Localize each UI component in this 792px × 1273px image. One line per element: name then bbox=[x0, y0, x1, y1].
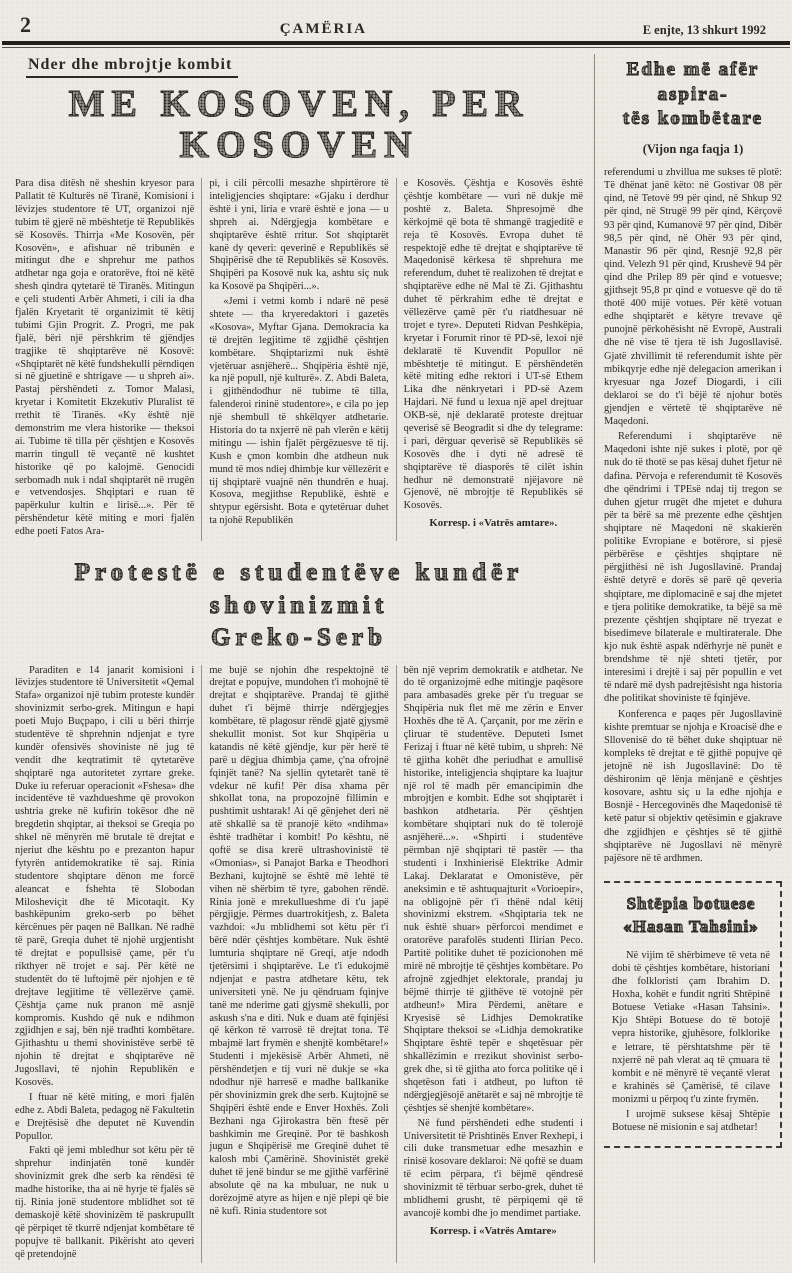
article-kosova-headline bbox=[8, 84, 590, 166]
sidebar bbox=[594, 54, 786, 1263]
paragraph: bën një veprim demokratik e atdhetar. Ne do të organizojmë edhe mitingje paqësore para ambasadës greke për t'u treguar se Shqipëria nuk flet më me zërin e Enver Hoxhës dhe të A. Çarçanit, por me zërin e çliruar të studentëve. Deputeti Ismet Ferizaj i ftuar në këtë tubim, u shpreh: Në të gjitha kohët dhe periudhat e amullisë historike, inteligjencia shqiptare ka luajtur një rol të madh për emancipimin dhe mbrojtjen e kombit. Edhe sot shqiptarët i bashkon atdhetaria. Për çështjen kombëtare shqiptari nuk do të tolerojë asnjëherë...». «Shpirti i studentëve përmban një shqiptari të pastër — tha studenti i Inxhinierisë Elektrike Admir Lakaj. Deklaratat e Omonistëve, për aneksimin e të ashtuquajturit «Vorioepir», na obligojnë për t'i thënë ndal këtij shovinizmi ekstrem. «Shqiptaria tek ne nuk është shuar» përforcoi mendimet e oratorëve parafolës studenti Ilirian Peco. Partitë politike duhet të pozicionohen më mirë në mbrojtje të çështjes kombëtare. Po afrojnë zgjedhjet elektorale, prandaj ju bëjmë thirrje të gjithëve të votojnë për atdheun!» Mira Përdemi, anëtare e Kryesisë së Lidhjes Demokratike Shqiptare theksoi se «Lidhja demokratike Shqiptare është tepër e shqetësuar për shkallëzimin e rrezikut shovinist serbo-grek dhe, si të gjitha ato forca politike që i shqetëson fati i atdheut, po lufton të ndërgjegjësojë anëtarët e saj në mbrojtje të çështjes së shenjtë kombëtare». bbox=[403, 664, 583, 1114]
paragraph: I urojmë suksese kësaj Shtëpie Botuese në misionin e saj atdhetar! bbox=[612, 1109, 770, 1134]
text-column-3 bbox=[396, 665, 590, 1264]
newspaper-title: ÇAMËRIA bbox=[279, 21, 368, 37]
article-protest bbox=[8, 557, 590, 1263]
headline-line-1: ME KOSOVEN, PER bbox=[68, 83, 530, 125]
paragraph: e Kosovës. Çështja e Kosovës është çështje kombëtare — vuri në dukje më poshtë z. Baleta. Shpresojmë dhe kërkojmë që bota të shmangë tragjeditë e reja të Kosovës. Evropa duhet të respektojë edhe të drejtat e shqiptarëve të Maqedonisë kërkesa të shprehura me referendum, duhet të realizohen të drejtat e shqiptarëve edhe në Mal të Zi. Gjithashtu duhet të përkrahim edhe të drejtat e vëllezërve çamë për t'u riatdhesuar në trojet e tyre». Deputeti Ridvan Peshkëpia, kryetar i Forumit rinor të PD-së, lexoi një deklaratë të Kuvendit Popullor në mbështetje të mitingut. E përshëndetën këtë miting edhe rektori i UT-së Ethem Lika dhe nënkryetari i PD-së Azem Hajdari. Në fund u lexua një apel drejtuar OKB-së, një deklaratë proteste drejtuar qeverisë së Beogradit si dhe dy telegrame: i pari, dërguar qeverisë së Republikës së Kosovës dhe i dyti në adresë të shqiptarëve të diasporës të cilët ishin hedhur në demonstratë njëjavore në Gjenovë, në mbrojtje të Republikës së Kosovës. bbox=[403, 178, 583, 512]
publisher-box-title bbox=[612, 893, 770, 939]
issue-date: E enjte, 13 shkurt 1992 bbox=[642, 23, 766, 37]
headline-line-2: Greko-Serb bbox=[211, 624, 387, 651]
paragraph: Referendumi i shqiptarëve në Maqedoni ishte një sukes i plotë, por që nuk do të thotë se pas kësaj duhet fjetur në dafina. Përvoja e referendumit të Kosovës dhe qëndrimi i TPEsë ndaj tij tregon se duhen gjetur rrugët dhe mjetet e duhura për ta bërë sa më prezente edhe çështjen shqiptare në Maqedoni në skakierën politike Evropiane e botërore, si pjesë përbërëse e çështjes shqiptare në përgjithësi në ish Jugosllavinë. Prandaj është detyrë e dorës së parë që qeveria shqiptare, me diplomacinë e saj dhe mjetet e tjera politike demokratike, ta bëjë sa më prezente çështjen shqiptare në tryezat e bisedimeve bilaterale e multiraterale. Dhe kjo nuk është aspak ndërhyrje në punët e brendshme të një shteti tjetër, por interesimi i drejtë i saj për popullin e vet të ndarë më dysh padrejtësisht nga historia dhe politikat shoviniste të fqinjëve. bbox=[604, 431, 782, 705]
main-articles-area bbox=[8, 54, 590, 1263]
text-column-1 bbox=[8, 665, 201, 1264]
correspondent-byline: Korresp. i «Vatrës Amtare» bbox=[429, 1224, 557, 1237]
article-kosova-columns bbox=[8, 178, 590, 541]
paragraph: «Jemi i vetmi komb i ndarë në pesë shtete — tha kryeredaktori i gazetës «Kosova», Myftar Gjana. Demokracia ka të drejtën legjitime të zgjidhë çështjen kombëtare. Shqiptarizmi nuk është vjetëruar asnjëherë... Shqipëria është një, ka një popull, një kulturë». Z. Abdi Baleta, i gjithëndodhur në tubime të tilla, falenderoi rininë studentore», e cila po jep një shembull të shkëlqyer atdhetarie. Historia do ta nxjerrë në pah vlerën e këtij mitingu — ishin fjalët përgëzuesve të tij. Kush e çmon kombin dhe atdheun nuk mund të mos ndiej dhimbje kur vëllezërit e tij shqiptarë vuajnë nën thundrën e huaj. Kosova, megjithse Republikë, është e shtypur egërsisht. Bota e qytetëruar duhet ta njohë Republikën bbox=[209, 296, 389, 527]
title-line-2: «Hasan Tahsini» bbox=[623, 916, 759, 936]
paragraph: Paraditen e 14 janarit komisioni i lëvizjes studentore të Universitetit «Qemal Stafa» organizoi një tubim proteste kundër shovinizmit serbo-grek. Mitingun e hapi poeti Mujo Buçpapo, i cili u bëri thirrje studentëve të shprehnin ndjenjat e tyre kundër ofensivës shoviniste në jug të vendit dhe keqtratimit të qytetarëve shqiptarë nga autoritetet zyrtare greke. Duke iu referuar operacionit «Fshesa» dhe incidentëve të vazhdueshme që provokon ushtria greke në kufirin tokësor dhe në bregdetin shqiptar, ai theksoi se Greqia po shkel në mënyrën më brutale të drejtat e njeriut dhe kështu po e prezanton hapur fytyrën antidemokratike të saj. Rinia studentore shqiptare dënon me forcë aleancat e fshehta të Slobodan Milosheviçit dhe të Micotaqit. Ky bashkëpunim greko-serb po bëhet kërcënues për paqen në Ballkan. Në radhë të parë, Greqia duhet të njohë urgjentisht të drejtat e popullsisë çame, për t'u rikthyer në trojet e saj. Për këtë ne studentët do të luftojmë për njohjen e të drejtave legjitime të vëllezërve çamë. Çështja çame nuk pranon më asnjë kompromis. Kushdo që nuk e ndihmon zgjidhjen e saj, bën një tradhti kombëtare. Gjithashtu u themi shovinistëve serbë të njohin të drejtat e shqiptarëve në Jugosllavi, të njohin Republikën e Kosovës. bbox=[15, 664, 195, 1088]
paragraph: Para disa ditësh në sheshin kryesor para Pallatit të Kulturës në Tiranë, Komisioni i lëvizjes studentore të UT, organizoi një tubim të gjerë në mbështetje të Republikës së Kosovës. Thirrja «Me Kosovën, për Kosovën», e afishuar në tribunën e mitingut dhe e shprehur me pathos atdhetar nga goja e oratorëve, ftoi në këtë shesh qindra qytetarë të Tiranës. Mitingun e çeli studenti Arbër Ahmeti, i cili ia dha fjalën Kryetarit të organizimit të këtij tubimi Gjin Progrit. Z. Progri, me pak fjalë, bëri një përshkrim të gjëndjes tragjike të shqiptarëve në Kosovë: «Shqiptarët në këtë fundshekulli përndiqen si në gjuetinë e shtrigave — u shpreh ai». Pastaj përshëndeti z. Tomor Malasi, kryetar i Komitetit Ekzekutiv Pluralist të rrethit të Tiranës. «Ky është një demonstrim me vlera historike — theksoi ai. Tubime të tilla për çështjen e Kosovës marrin tingull të veçantë në kushtet historike që po kalojmë. Genocidi serbomadh nuk i ndal shqiptarët në rrugën e vetvendosjes. Shqiptari e ruan të papërkulur kultin e lirisë...». Për të përshëndetur këtë miting e mori fjalën edhe poeti Fatos Ara- bbox=[15, 178, 195, 538]
paragraph: I ftuar në këtë miting, e mori fjalën edhe z. Abdi Baleta, pedagog në Fakultetin e Drejtësisë dhe deputet në Kuvendin Popullor. bbox=[15, 1091, 195, 1142]
continuation-article bbox=[604, 58, 782, 865]
continued-from-note: (Vijon nga faqja 1) bbox=[642, 142, 744, 157]
text-column-3 bbox=[396, 178, 590, 541]
correspondent-byline: Korresp. i «Vatrës amtare». bbox=[429, 517, 558, 530]
title-line-1: Shtëpia botuese bbox=[626, 893, 756, 913]
text-column-1 bbox=[8, 178, 201, 541]
text-column-2 bbox=[201, 665, 395, 1264]
paragraph: Fakti që jemi mbledhur sot këtu për të shprehur indinjatën tonë kundër shovinizmit grek dhe serb ka rëndësi të madhe historike, tha ai në hyrje të fjalës së tij. Rinia jonë studentore mblidhet sot të demaskojë këtë shovinizëm të paskrupullt që përpiqet të tkurrë ndjenjat kombëtare të popujve të ballkanit. Pikërisht ato qeveri që pretendojnë bbox=[15, 1145, 195, 1260]
article-protest-columns bbox=[8, 665, 590, 1264]
paragraph: Në fund përshëndeti edhe studenti i Universitetit të Prishtinës Enver Rexhepi, i cili duke transmetuar edhe mesazhin e rinisë kosovare deklaroi: Në qoftë se duam të ecim përpara, t'i bëjmë qëndresë shovinizmit të tërbuar serbo-grek, duhet të mblidhemi grusht, të përpiqemi që të avancojë kombi dhe jo mendimet partiake. bbox=[403, 1117, 583, 1219]
masthead-rule bbox=[2, 41, 790, 48]
title-line-1: Edhe më afër aspira- bbox=[626, 59, 760, 105]
headline-line-2: KOSOVEN bbox=[179, 124, 419, 167]
continuation-body bbox=[604, 166, 782, 865]
article-protest-headline bbox=[8, 557, 590, 655]
article-kosova bbox=[8, 54, 590, 541]
continuation-title bbox=[604, 58, 782, 132]
text-column-2 bbox=[201, 178, 395, 541]
paragraph: Konferenca e paqes për Jugosllavinë kishte premtuar se njohja e Kroacisë dhe e Sllovenisë do të bëhet duke shqiptuar në kompleks të drejtat e të gjithë popujve që jetojnë në ish Jugosllavinë: Do të dëshironim që lënja mënjanë e çështjes kosovare, ashtu siç u la edhe njohja e Bosnjë - Hercegovinës dhe Maqedonisë të ketë patur si objektiv qetësimin e gjakrave dhe zgjidhjen e çështjes së të gjithë shqiptarëve në Jugosllavi në mënyrë pajësore në të ardhmen. bbox=[604, 708, 782, 864]
publisher-box-body bbox=[612, 949, 770, 1135]
paragraph: pi, i cili përcolli mesazhe shpirtërore të inteligjencies shqiptare: «Gjaku i derdhur është i yni, liria e vrarë është e jona — u shpreh ai. Ndërgjegja kombëtare e shqiptarëve është rritur. Sot shqiptarët kanë dy qeveri: qeverinë e Republikës së Shqipërisë dhe të Republikës së Kosovës. Shqipëri pa Kosovë nuk ka, ashtu siç nuk ka Kosovë pa Shqipëri...». bbox=[209, 178, 389, 293]
title-line-2: tës kombëtare bbox=[622, 108, 764, 130]
headline-line-1: Protestë e studentëve kundër shovinizmit bbox=[74, 559, 524, 619]
publisher-box bbox=[604, 881, 782, 1148]
paragraph: me bujë se njohin dhe respektojnë të drejtat e popujve, mundohen t'i mohojnë të drejtat e shqiptarëve. Prandaj të gjithë duhet t'i bëjmë thirrje ndërgjegjes kombëtare, të plagosur rëndë gjatë gjysmë shekullit monist. Sot kur Shqipëria u katandis në këtë gjëndje, kur për herë të parë u dëgjua dhimbja çame, ç'na ofrojnë fqinjët tanë? Na sjellin qytetarët tanë të vdekur në kufi! Për disa xhama për shkollat tona, na propozojnë fillimin e pushtimit ushtarak! Ai që gënjehet deri në atë shkallë sa të pranojë këto «ndihma» është tradhëtar i kombit! Po kështu, në qoftë se disa krerë ultrashovinistë të «Omonias», si Panajot Barka e Theodhori Bezhani, kujtojnë se është më lehtë të vihen në shërbim të tyre, gabohen rëndë. Rinia jonë e mrekullueshme di t'u japë përgjigje. Përmes duartrokitjesh, z. Baleta vazhdoi: «Ju mblidhemi sot këtu për t'i bërë ndër çështjes kombëtare. Nuk është lumturia shqiptare në Greqi, atje ndodh tjetërsimi i shqiptarëve. Le t'i edukojmë ndjenjat e pastra atdhetare këtu, tek universiteti ynë. Ne ju qëndruam fqinjve tanë me nderime gati gjysmë shekulli, por askush s'na e diti. Nuk e duam atë fqinjësi që kërkon të varrosë të drejtat tona. Të mbajmë lart frymën e shenjtë kombëtare!» Studenti i mjekësisë Arbër Ahmeti, në përshëndetjen e tij vuri në dukje se «ka ndodhur një harresë e madhe ballkanike për shovinizmin grek dhe serb. Kujtojnë se Shqipëri është ende e Enver Hoxhës. Zoli Bezhani nga Gjirokastra bën ftesë për bashkimin me Greqinë. Por të bashkosh jugun e Shqipërisë me Greqinë duhet të kalosh mbi Çamërinë. Shovinistët grekë duhet të jenë bindur se me gjithë varfërinë absolute që na ka mbuluar, ne nuk u dorëzojmë atyre as hijen e një plepi që bie në kufi. Rinia studentore sot bbox=[209, 664, 389, 1217]
paragraph: referendumi u zhvillua me sukses të plotë: Të dhënat janë këto: në Gostivar 08 për qind, në Tetovë 99 për qind, në Shkup 92 për qind, në Strugë 99 për qind, Kërçovë 93 për qind, Kumanovë 97 për qind, Dibër 98,5 për qind, në Ohër 93 për qind, Manastir 96 për qind, Resnjë 92,8 për qind. Velezh 91 për qind, Krushevë 94 për qind dhe Prilep 89 për qind e votuesve; gjithsejt 95,8 pr qind e votuesve që do të thotë 400 mijë votues. Për këtë votuan edhe shqiptarët e këtyre trevave që punojnë përkohësisht në Evropë, Australi dhe në vise të tjera të ish Jugosllavisë. Gjatë zhvillimit të referendumit ishte për mbikqyrje edhe një delegacion amerikan i kryesuar nga Jozef Diogardi, i cili deklaroi se do t'i bëjë të njohur botës gjendjen e vërtetë të shqiptarëve në Maqedoni. bbox=[604, 167, 782, 428]
paragraph: Në vijim të shërbimeve të veta në dobi të çështjes kombëtare, historiani dhe folkloristi çam Ibrahim D. Hoxha, kohët e fundit ngriti Shtëpinë Botuese Vetiake «Hasan Tahsini». Kjo Shtëpi Botuese do të botojë vepra historike, gjuhësore, folklorike e letrare, të përshtatshme për të nxjerrë në pah vlerat aq të çmuara të kombit e në mënyrë të veçantë vlerat e krahinës së Çamërisë, të cilave monizmi u përpoq t'u zinte frymën. bbox=[612, 949, 770, 1105]
page-content bbox=[0, 48, 792, 1263]
page-number: 2 bbox=[20, 12, 32, 37]
masthead bbox=[0, 0, 792, 41]
article-kicker: Nder dhe mbrojtje kombit bbox=[26, 56, 238, 78]
